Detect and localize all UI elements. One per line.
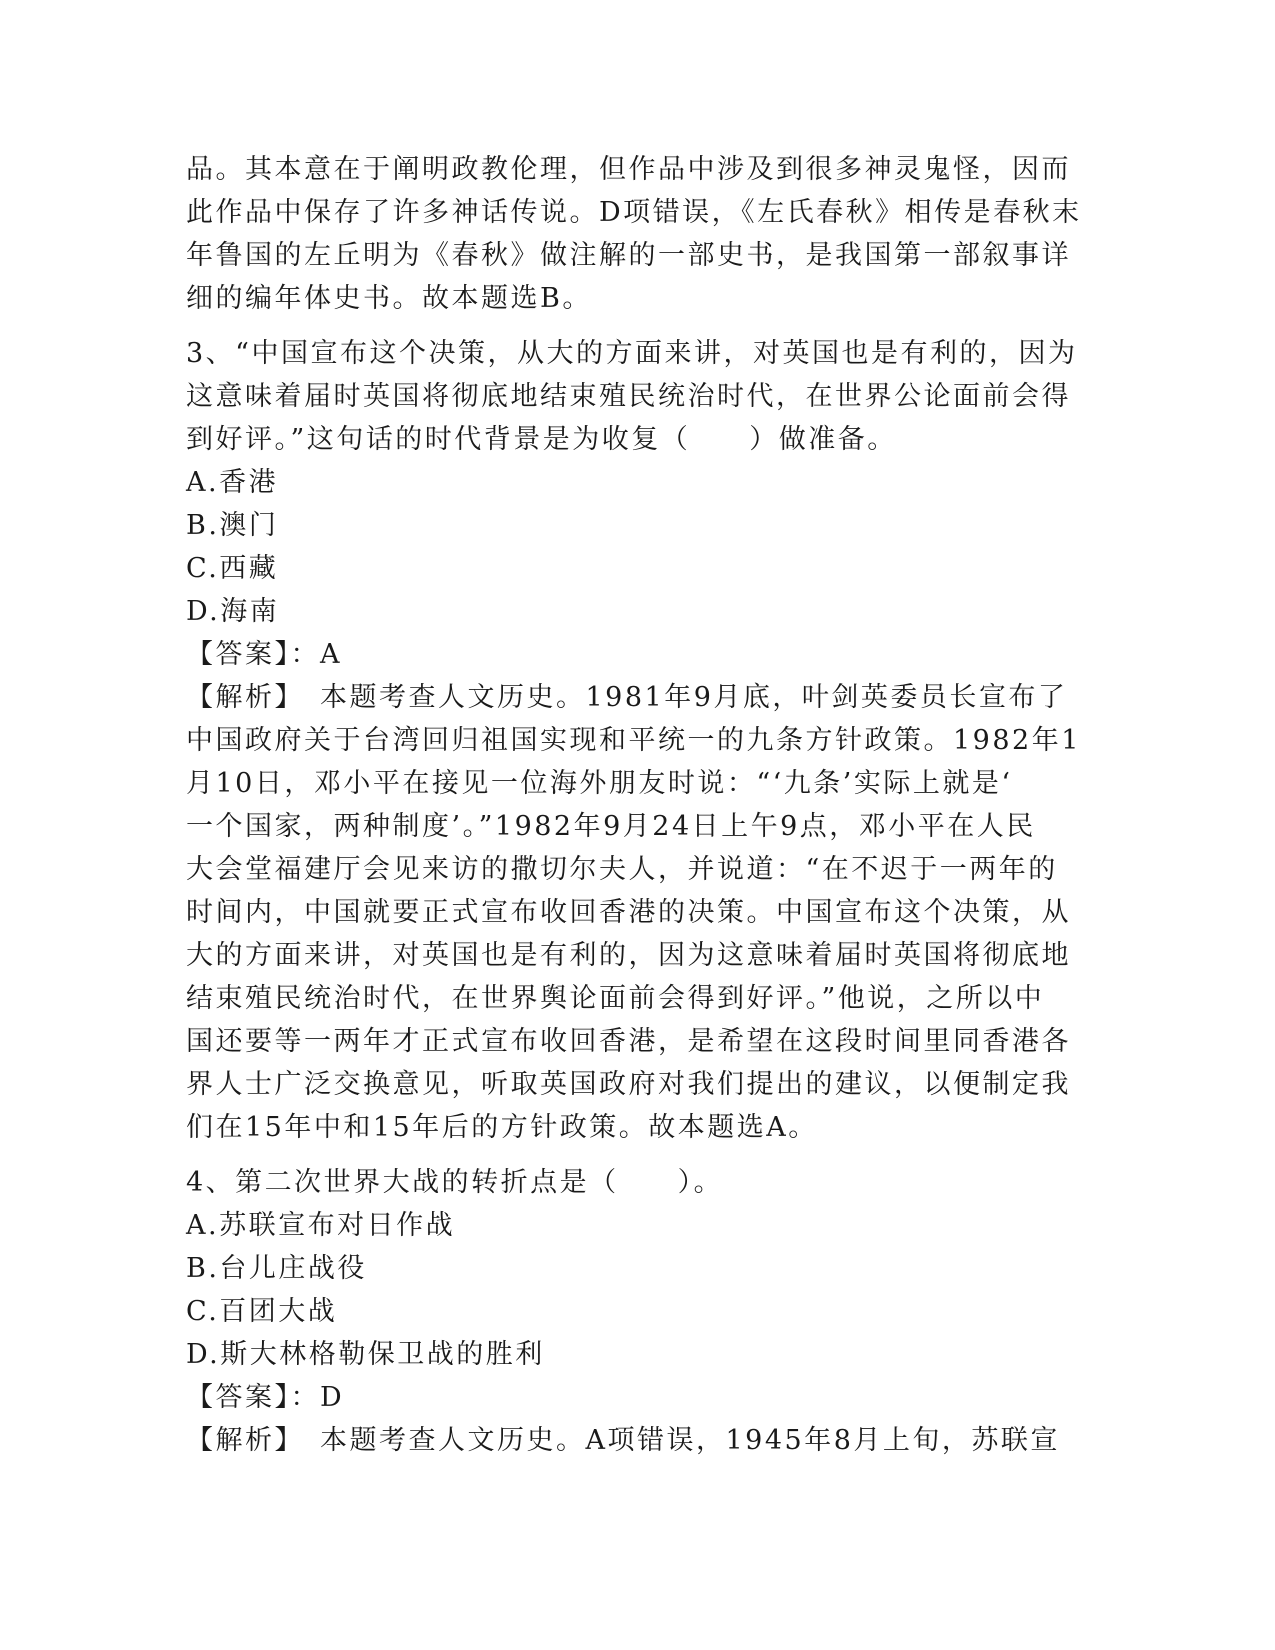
- text-line: 到好评。”这句话的时代背景是为收复（ ）做准备。: [186, 424, 897, 455]
- text-line: 【解析】 本题考查人文历史。A项错误，1945年8月上旬，苏联宣: [186, 1425, 1060, 1456]
- question-options: [186, 1204, 1091, 1376]
- prev-explanation-tail: [186, 148, 1091, 320]
- option-a: A.苏联宣布对日作战: [186, 1210, 456, 1241]
- answer-line: 【答案】：D: [186, 1382, 345, 1413]
- text-line: 大的方面来讲，对英国也是有利的，因为这意味着届时英国将彻底地: [186, 940, 1071, 971]
- text-line: 年鲁国的左丘明为《春秋》做注解的一部史书，是我国第一部叙事详: [186, 240, 1071, 271]
- explanation: [186, 676, 1091, 1149]
- option-c: C.百团大战: [186, 1296, 338, 1327]
- text-line: 此作品中保存了许多神话传说。D项错误，《左氏春秋》相传是春秋末: [186, 197, 1082, 228]
- answer-line: 【答案】：A: [186, 639, 342, 670]
- explanation: [186, 1419, 1091, 1462]
- text-line: 细的编年体史书。故本题选B。: [186, 283, 592, 314]
- question-4: [186, 1161, 1091, 1462]
- text-line: 月10日，邓小平在接见一位海外朋友时说：“‘九条’实际上就是‘: [186, 768, 1013, 799]
- question-options: [186, 461, 1091, 633]
- option-d: D.斯大林格勒保卫战的胜利: [186, 1339, 545, 1370]
- text-line: 品。其本意在于阐明政教伦理，但作品中涉及到很多神灵鬼怪，因而: [186, 154, 1071, 185]
- text-line: 界人士广泛交换意见，听取英国政府对我们提出的建议，以便制定我: [186, 1069, 1071, 1100]
- option-a: A.香港: [186, 467, 279, 498]
- text-line: 3、“中国宣布这个决策，从大的方面来讲，对英国也是有利的，因为: [186, 338, 1078, 369]
- text-line: 结束殖民统治时代，在世界舆论面前会得到好评。”他说，之所以中: [186, 983, 1045, 1014]
- question-stem: [186, 332, 1091, 461]
- spacer: [186, 1149, 1091, 1161]
- page-content: [186, 148, 1091, 1462]
- text-line: 这意味着届时英国将彻底地结束殖民统治时代，在世界公论面前会得: [186, 381, 1071, 412]
- spacer: [186, 320, 1091, 332]
- text-line: 中国政府关于台湾回归祖国实现和平统一的九条方针政策。1982年1: [186, 725, 1081, 756]
- text-line: 时间内，中国就要正式宣布收回香港的决策。中国宣布这个决策，从: [186, 897, 1071, 928]
- option-c: C.西藏: [186, 553, 279, 584]
- text-line: 大会堂福建厅会见来访的撒切尔夫人，并说道：“在不迟于一两年的: [186, 854, 1058, 885]
- text-line: 一个国家，两种制度’。”1982年9月24日上午9点，邓小平在人民: [186, 811, 1036, 842]
- question-3: [186, 332, 1091, 1149]
- text-line: 们在15年中和15年后的方针政策。故本题选A。: [186, 1112, 818, 1143]
- option-d: D.海南: [186, 596, 280, 627]
- text-line: 国还要等一两年才正式宣布收回香港，是希望在这段时间里同香港各: [186, 1026, 1071, 1057]
- option-b: B.台儿庄战役: [186, 1253, 367, 1284]
- text-line: 【解析】 本题考查人文历史。1981年9月底，叶剑英委员长宣布了: [186, 682, 1068, 713]
- text-line: 4、第二次世界大战的转折点是（ ）。: [186, 1167, 724, 1198]
- option-b: B.澳门: [186, 510, 279, 541]
- question-stem: [186, 1161, 1091, 1204]
